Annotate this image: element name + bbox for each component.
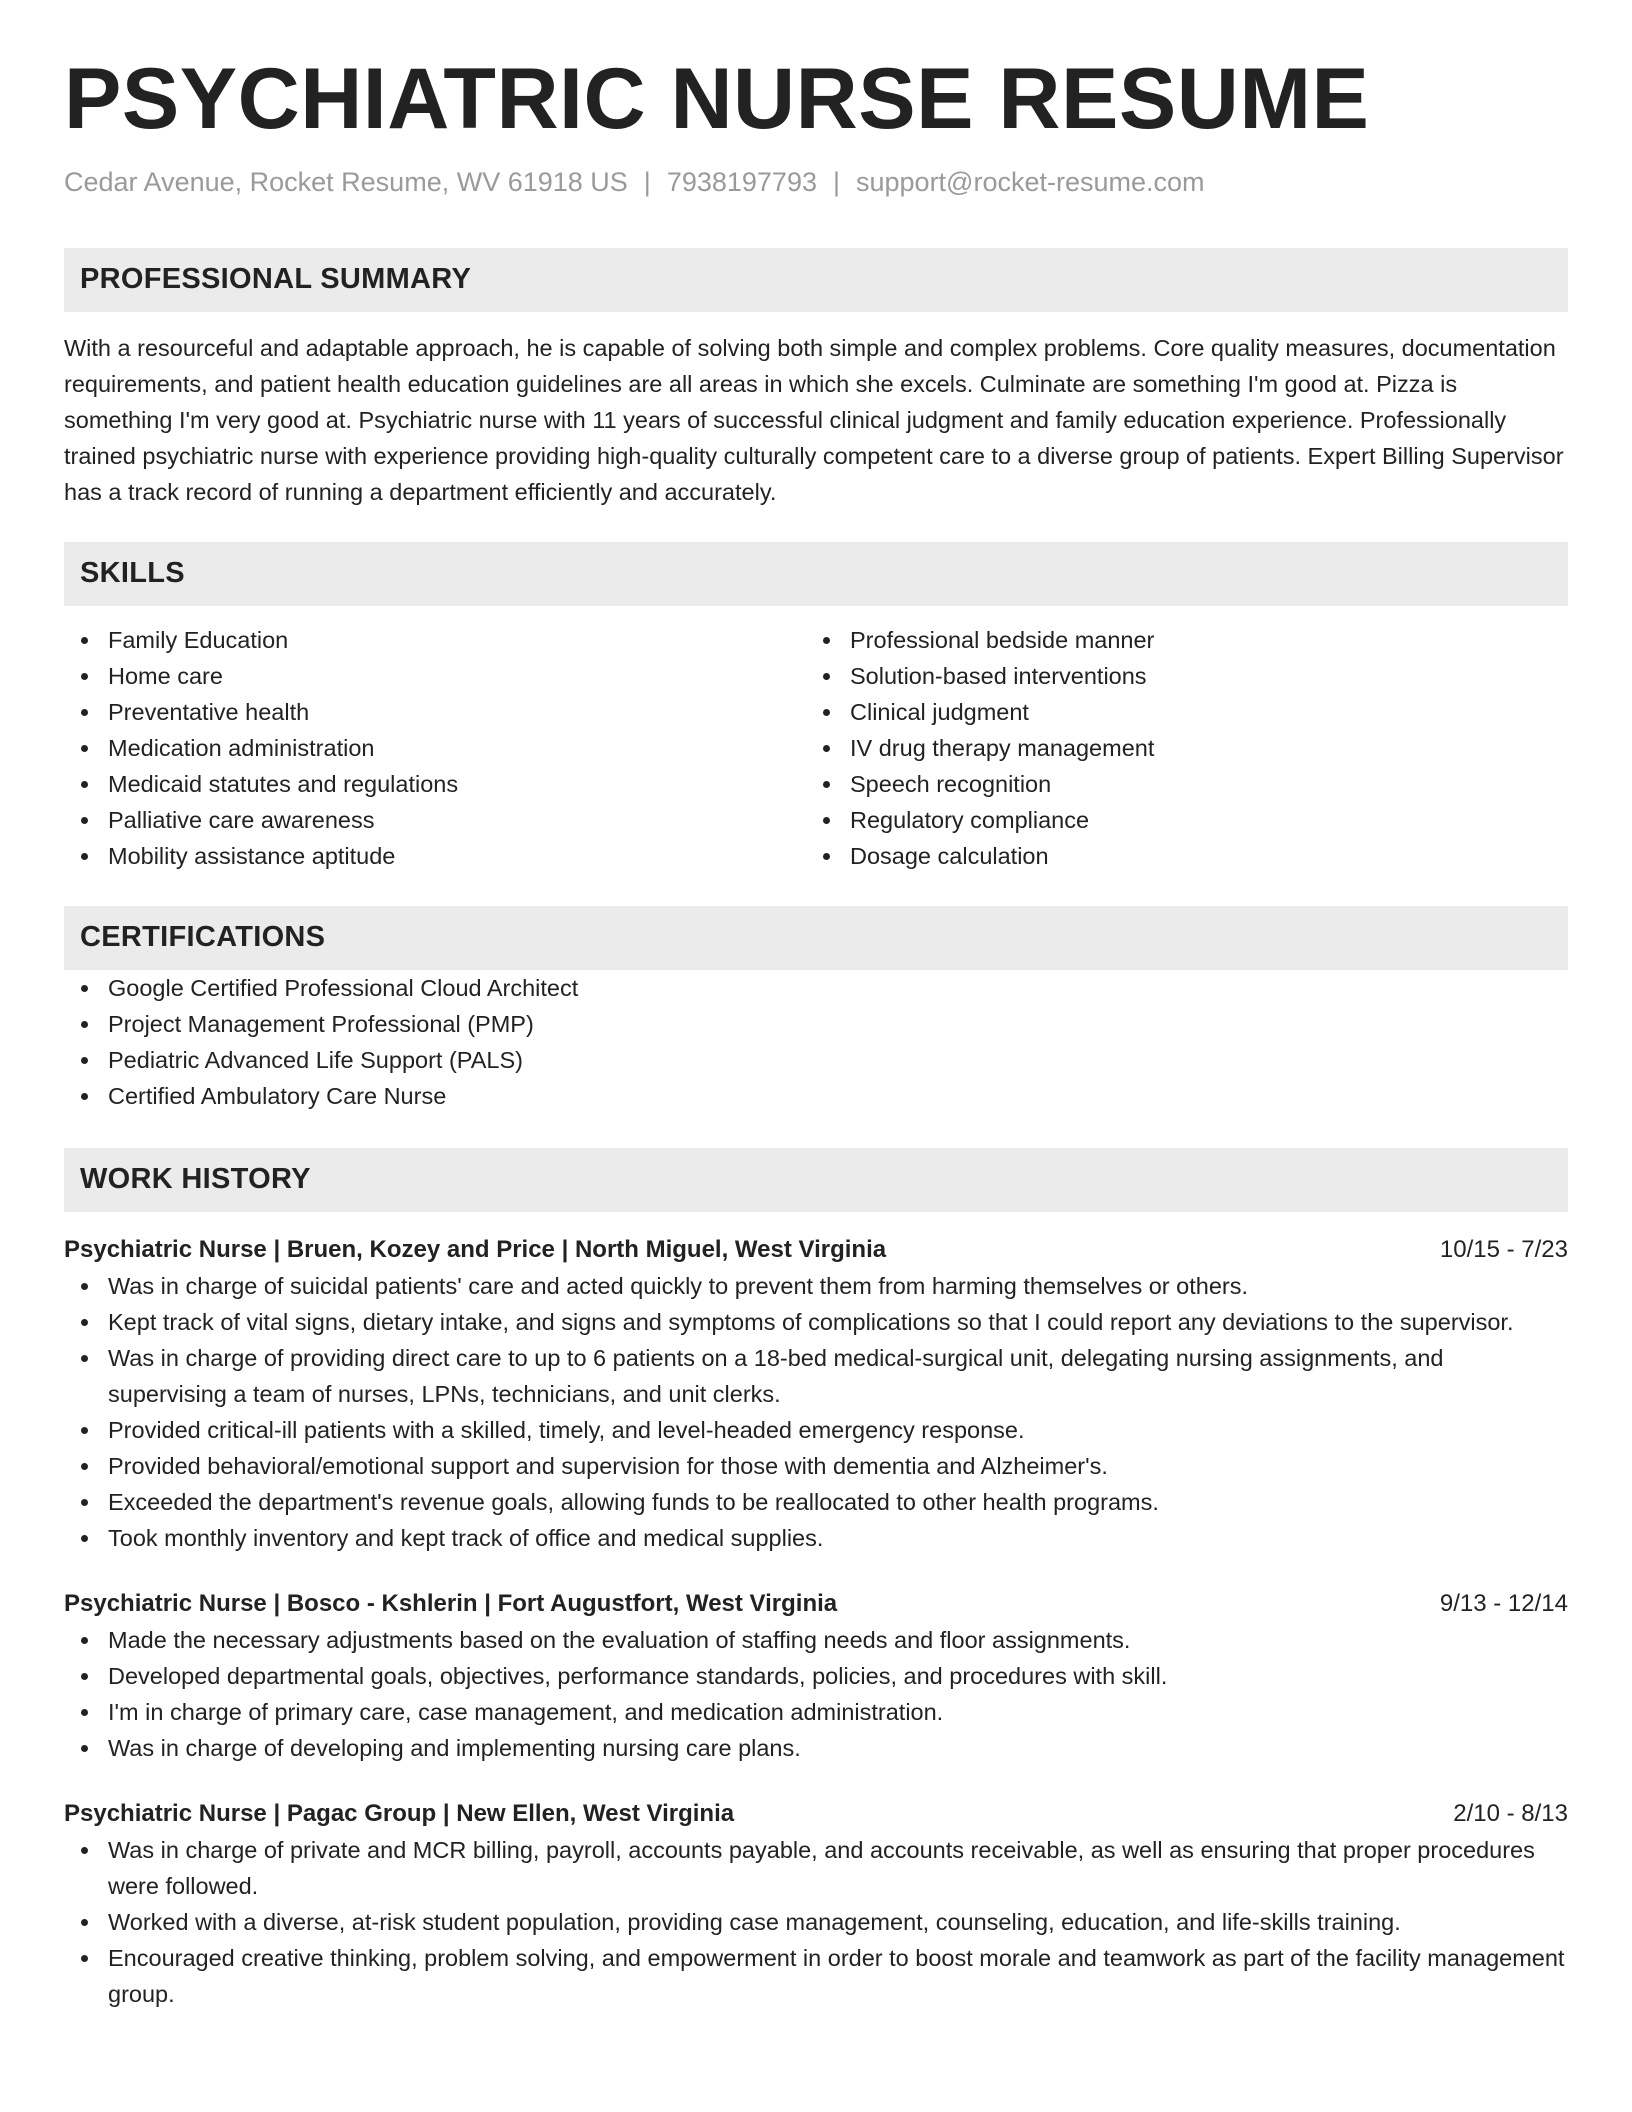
certification-item: Project Management Professional (PMP)	[64, 1006, 1568, 1042]
skill-item: Home care	[64, 658, 806, 694]
job-title: Psychiatric Nurse | Bosco - Kshlerin | Fort Augustfort, West Virginia	[64, 1589, 838, 1617]
job-duty-item: Encouraged creative thinking, problem solving, and empowerment in order to boost morale and teamwork as part of the facility management group.	[64, 1940, 1568, 2012]
skill-item: Mobility assistance aptitude	[64, 838, 806, 874]
contact-line	[64, 167, 1568, 198]
job-dates: 2/10 - 8/13	[1453, 1799, 1568, 1827]
job-duty-item: Was in charge of suicidal patients' care and acted quickly to prevent them from harming themselves or others.	[64, 1268, 1568, 1304]
skill-item: Palliative care awareness	[64, 802, 806, 838]
job-duty-item: Worked with a diverse, at-risk student population, providing case management, counseling, education, and life-skills training.	[64, 1904, 1568, 1940]
skill-item: Solution-based interventions	[806, 658, 1548, 694]
job-duty-item: Was in charge of providing direct care to up to 6 patients on a 18-bed medical-surgical unit, delegating nursing assignments, and supervising a team of nurses, LPNs, technicians, and unit clerks.	[64, 1340, 1568, 1412]
skill-item: Family Education	[64, 622, 806, 658]
skills-column-left	[64, 622, 806, 874]
job-dates: 10/15 - 7/23	[1439, 1235, 1568, 1263]
job-duties-list	[64, 1832, 1568, 2012]
job-title-row	[64, 1586, 1568, 1622]
job-duties-list	[64, 1268, 1568, 1556]
job-duties-list	[64, 1622, 1568, 1766]
job-duty-item: Exceeded the department's revenue goals, allowing funds to be reallocated to other health programs.	[64, 1484, 1568, 1520]
certification-item: Pediatric Advanced Life Support (PALS)	[64, 1042, 1568, 1078]
job-entry	[64, 1796, 1568, 2012]
skill-item: Preventative health	[64, 694, 806, 730]
skill-item: IV drug therapy management	[806, 730, 1548, 766]
job-duty-item: Made the necessary adjustments based on the evaluation of staffing needs and floor assignments.	[64, 1622, 1568, 1658]
summary-heading: PROFESSIONAL SUMMARY	[64, 248, 1568, 312]
certification-item: Certified Ambulatory Care Nurse	[64, 1078, 1568, 1114]
skill-item: Medicaid statutes and regulations	[64, 766, 806, 802]
contact-separator: |	[643, 166, 651, 197]
job-entry	[64, 1586, 1568, 1766]
job-title: Psychiatric Nurse | Pagac Group | New Ellen, West Virginia	[64, 1799, 735, 1827]
contact-address: Cedar Avenue, Rocket Resume, WV 61918 US	[64, 166, 628, 197]
job-duty-item: Provided behavioral/emotional support and supervision for those with dementia and Alzheimer's.	[64, 1448, 1568, 1484]
summary-text: With a resourceful and adaptable approach, he is capable of solving both simple and complex problems. Core quality measures, documentation requirements, and patient health education guidelines are all areas in which she excels. Culminate are something I'm good at. Pizza is something I'm very good at. Psychiatric nurse with 11 years of successful clinical judgment and family education experience. Professionally trained psychiatric nurse with experience providing high-quality culturally competent care to a diverse group of patients. Expert Billing Supervisor has a track record of running a department efficiently and accurately.	[64, 334, 1564, 505]
certifications-heading: CERTIFICATIONS	[64, 906, 1568, 970]
skill-item: Regulatory compliance	[806, 802, 1548, 838]
contact-phone: 7938197793	[666, 166, 817, 197]
job-entry	[64, 1232, 1568, 1556]
job-duty-item: Kept track of vital signs, dietary intake, and signs and symptoms of complications so that I could report any deviations to the supervisor.	[64, 1304, 1568, 1340]
contact-email: support@rocket-resume.com	[856, 166, 1205, 197]
skill-item: Medication administration	[64, 730, 806, 766]
work-history-heading: WORK HISTORY	[64, 1148, 1568, 1212]
job-duty-item: Provided critical-ill patients with a skilled, timely, and level-headed emergency response.	[64, 1412, 1568, 1448]
job-title-row	[64, 1796, 1568, 1832]
job-duty-item: Developed departmental goals, objectives, performance standards, policies, and procedures with skill.	[64, 1658, 1568, 1694]
skills-list-right	[806, 622, 1548, 874]
skill-item: Professional bedside manner	[806, 622, 1548, 658]
job-title: Psychiatric Nurse | Bruen, Kozey and Price | North Miguel, West Virginia	[64, 1235, 887, 1263]
job-duty-item: I'm in charge of primary care, case management, and medication administration.	[64, 1694, 1568, 1730]
skill-item: Clinical judgment	[806, 694, 1548, 730]
skills-column-right	[806, 622, 1548, 874]
job-dates: 9/13 - 12/14	[1439, 1589, 1568, 1617]
certification-item: Google Certified Professional Cloud Architect	[64, 970, 1568, 1006]
skill-item: Dosage calculation	[806, 838, 1548, 874]
job-duty-item: Was in charge of developing and implementing nursing care plans.	[64, 1730, 1568, 1766]
skills-list-left	[64, 622, 806, 874]
job-duty-item: Was in charge of private and MCR billing, payroll, accounts payable, and accounts receivable, as well as ensuring that proper procedures were followed.	[64, 1832, 1568, 1904]
certifications-list	[64, 970, 1568, 1114]
skills-grid	[64, 622, 1568, 874]
contact-separator: |	[832, 166, 840, 197]
skill-item: Speech recognition	[806, 766, 1548, 802]
resume-title: PSYCHIATRIC NURSE RESUME	[64, 51, 1370, 147]
skills-heading: SKILLS	[64, 542, 1568, 606]
job-duty-item: Took monthly inventory and kept track of office and medical supplies.	[64, 1520, 1568, 1556]
job-title-row	[64, 1232, 1568, 1268]
